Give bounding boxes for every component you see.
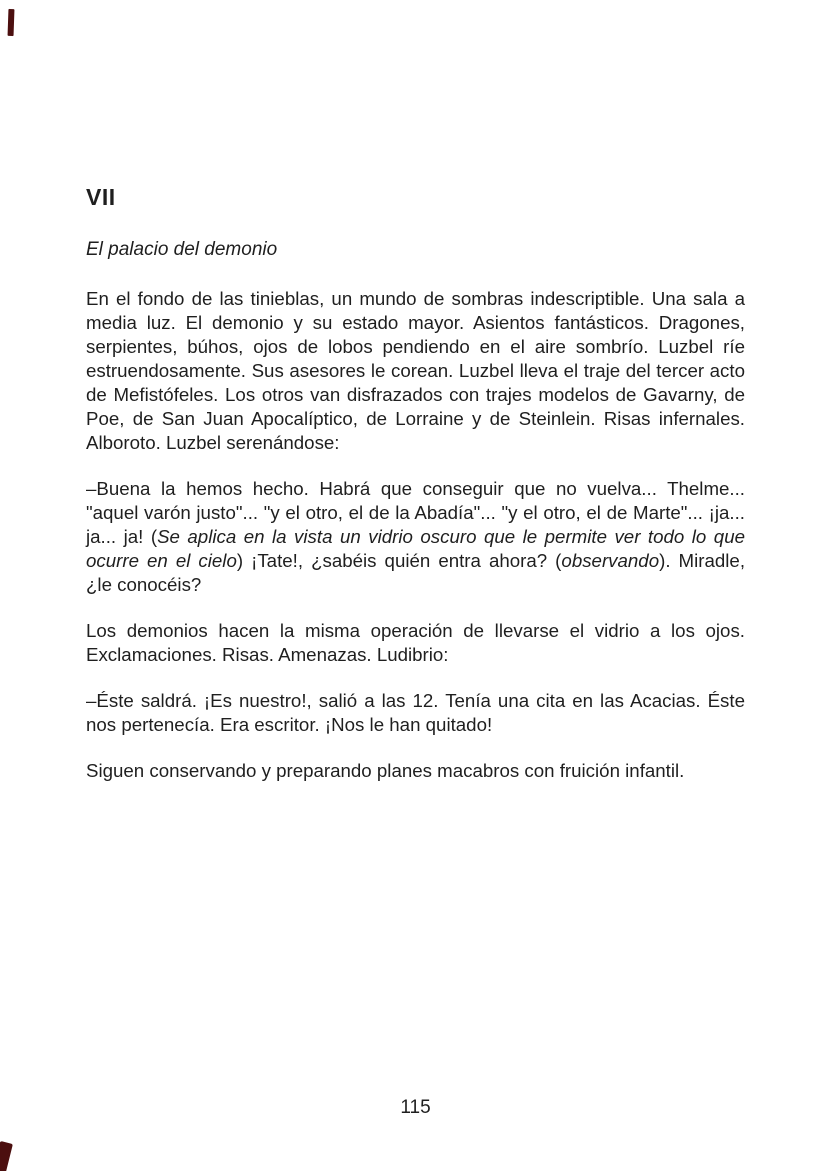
dialogue-text-run: ) ¡Tate!, ¿sabéis quién entra ahora? ( <box>236 550 562 571</box>
paragraph-scene-description: En el fondo de las tinieblas, un mundo de sombras indescriptible. Una sala a media luz. El demonio y su estado mayor. Asientos fantásticos. Dragones, serpientes, búhos, ojos de lobos pendiendo en el aire sombrío. Luzbel ríe estruendosamente. Sus asesores le corean. Luzbel lleva el traje del tercer acto de Mefistófeles. Los otros van disfrazados con trajes modelos de Gavarny, de Poe, de San Juan Apocalíptico, de Lorraine y de Steinlein. Risas infernales. Alboroto. Luzbel serenándose: <box>86 288 745 453</box>
text-block <box>86 0 745 783</box>
scan-artifact-mark <box>0 1141 13 1171</box>
scan-artifact-mark <box>8 9 15 36</box>
paragraph-dialogue-demons: –Éste saldrá. ¡Es nuestro!, salió a las 12. Tenía una cita en las Acacias. Éste nos pertenecía. Era escritor. ¡Nos le han quitado! <box>86 690 745 735</box>
stage-direction-italic: Se aplica en la vista un vidrio oscuro que le permite ver todo lo que ocurre en el cielo <box>86 526 745 571</box>
paragraph-scene-description: Los demonios hacen la misma operación de llevarse el vidrio a los ojos. Exclamaciones. Risas. Amenazas. Ludibrio: <box>86 620 745 665</box>
chapter-number-heading: VII <box>86 184 116 210</box>
paragraph-closing: Siguen conservando y preparando planes macabros con fruición infantil. <box>86 760 685 781</box>
page-number: 115 <box>400 1097 431 1118</box>
paragraph-dialogue-luzbel <box>86 477 745 597</box>
dialogue-text-run: –Buena la hemos hecho. Habrá que conseguir que no vuelva... Thelme... "aquel varón justo"... "y el otro, el de la Abadía"... "y el otro, el de Marte"... ¡ja... ja... ja! ( <box>86 478 745 547</box>
stage-direction-italic: observando <box>561 550 660 571</box>
dialogue-text-run: ). Miradle, ¿le conocéis? <box>86 550 746 595</box>
chapter-subtitle: El palacio del demonio <box>86 239 278 260</box>
